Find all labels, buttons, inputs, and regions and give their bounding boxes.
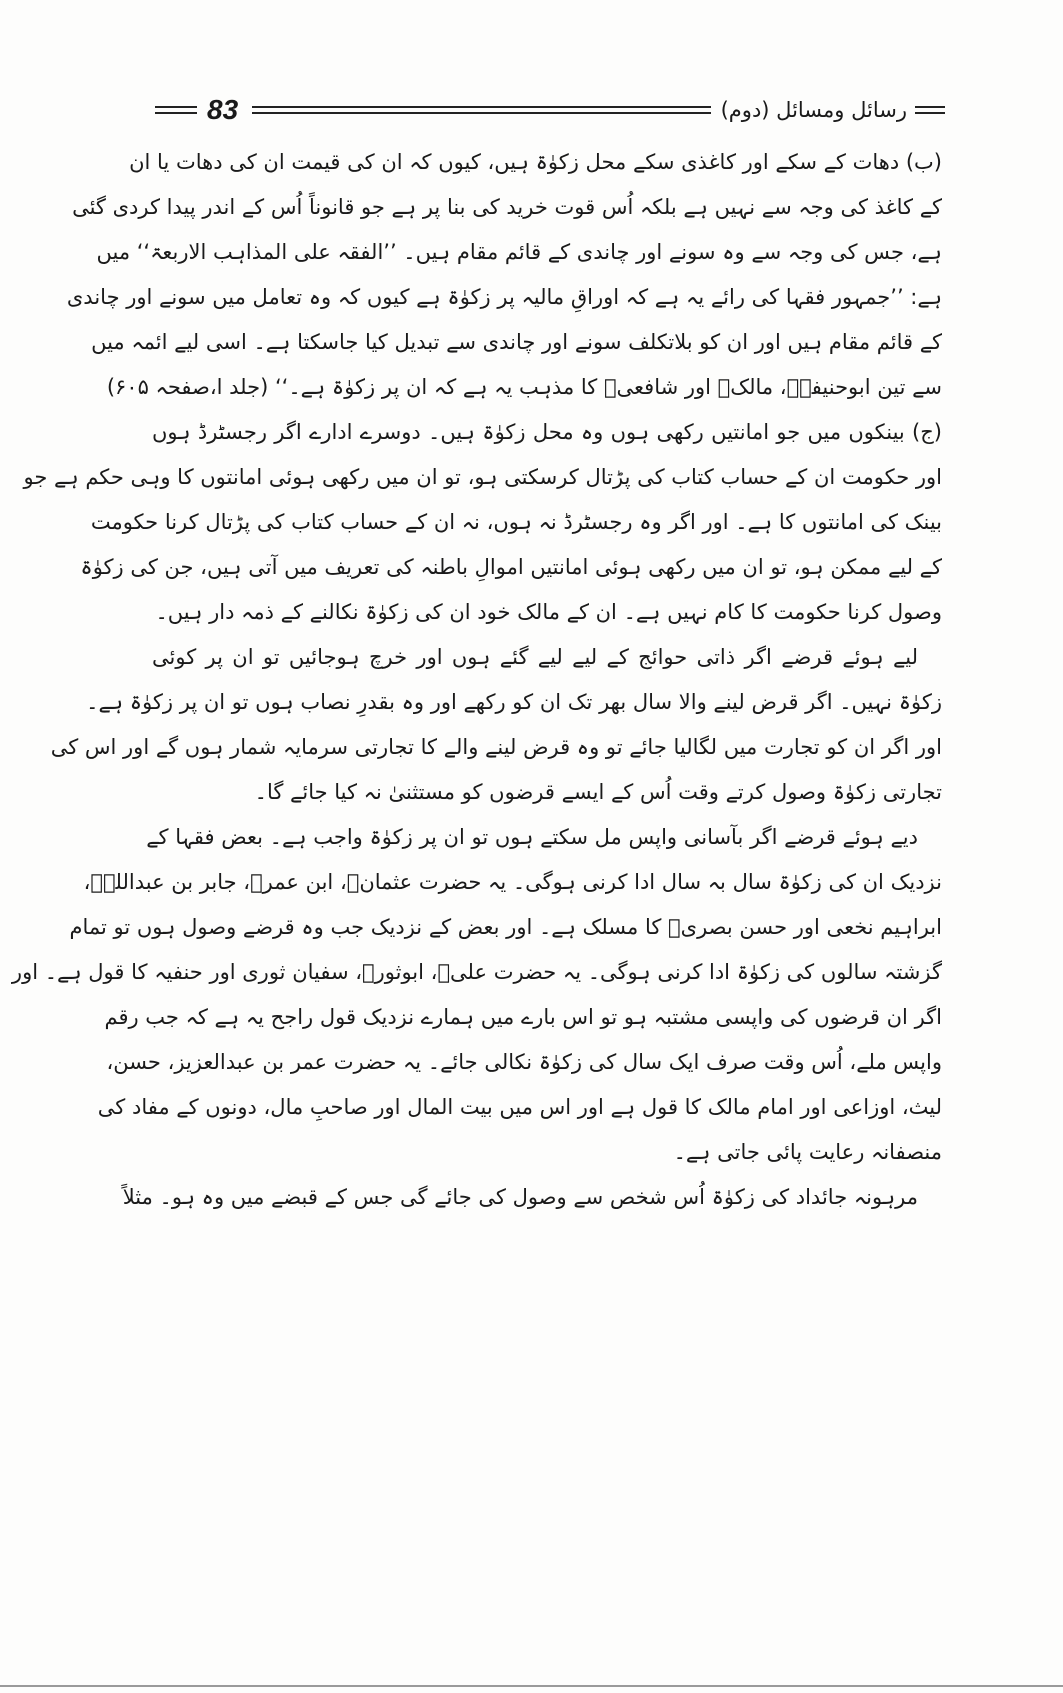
text-line: اور حکومت ان کے حساب کتاب کی پڑتال کرسکتی ہو، تو ان میں رکھی ہوئی امانتوں کا وہی حکم ہے جو (23, 465, 942, 489)
header-rule-left (155, 106, 197, 114)
book-title: رسائل ومسائل (دوم) (720, 98, 907, 122)
page-number: 83 (207, 94, 239, 125)
scan-edge-line (0, 1685, 1063, 1687)
text-line: زکوٰۃ نہیں۔ اگر قرض لینے والا سال بھر تک ان کو رکھے اور وہ بقدرِ نصاب ہوں تو ان پر زکوٰۃ ہے۔ (86, 690, 942, 714)
text-line: لیث، اوزاعی اور امام مالک کا قول ہے اور اس میں بیت المال اور صاحبِ مال، دونوں کے مفاد کی (97, 1095, 942, 1119)
header-rule-right (915, 106, 945, 114)
text-line: (ب) دھات کے سکے اور کاغذی سکے محل زکوٰۃ ہیں، کیوں کہ ان کی قیمت ان کی دھات یا ان (129, 150, 942, 174)
text-line: اور اگر ان کو تجارت میں لگالیا جائے تو وہ قرض لینے والے کا تجارتی سرمایہ شمار ہوں گے اور اس کی (50, 735, 942, 759)
text-line: ابراہیم نخعی اور حسن بصریؒ کا مسلک ہے۔ اور بعض کے نزدیک جب وہ قرضے وصول ہوں تو تمام (69, 915, 942, 939)
running-header (155, 92, 945, 128)
body-text (11, 140, 942, 1220)
text-line: گزشتہ سالوں کی زکوٰۃ ادا کرنی ہوگی۔ یہ حضرت علیؓ، ابوثورؒ، سفیان ثوری اور حنفیہ کا قول ہے۔ اور (11, 960, 942, 984)
text-line: کے کاغذ کی وجہ سے نہیں ہے بلکہ اُس قوت خرید کی بنا پر ہے جو قانوناً اُس کے اندر پیدا کردی گئی (72, 195, 942, 219)
text-line: دیے ہوئے قرضے اگر بآسانی واپس مل سکتے ہوں تو ان پر زکوٰۃ واجب ہے۔ بعض فقہا کے (146, 825, 918, 849)
text-line: لیے ہوئے قرضے اگر ذاتی حوائج کے لیے لیے گئے ہوں اور خرچ ہوجائیں تو ان پر کوئی (152, 645, 918, 669)
text-line: کے لیے ممکن ہو، تو ان میں رکھی ہوئی امانتیں اموالِ باطنہ کی تعریف میں آتی ہیں، جن کی زکوٰۃ (80, 555, 942, 579)
text-line: (ج) بینکوں میں جو امانتیں رکھی ہوں وہ محل زکوٰۃ ہیں۔ دوسرے ادارے اگر رجسٹرڈ ہوں (152, 420, 942, 444)
text-line: تجارتی زکوٰۃ وصول کرتے وقت اُس کے ایسے قرضوں کو مستثنیٰ نہ کیا جائے گا۔ (254, 780, 942, 804)
text-line: ہے، جس کی وجہ سے وہ سونے اور چاندی کے قائم مقام ہیں۔ ’’الفقہ علی المذاہب الاربعۃ‘‘ میں (96, 240, 942, 264)
text-line: سے تین ابوحنیفہؒ، مالکؒ اور شافعیؒ کا مذہب یہ ہے کہ ان پر زکوٰۃ ہے۔‘‘ (جلد ا،صفحہ ۶۰۵) (106, 375, 942, 399)
text-line: مرہونہ جائداد کی زکوٰۃ اُس شخص سے وصول کی جائے گی جس کے قبضے میں وہ ہو۔ مثلاً (122, 1185, 918, 1209)
text-line: کے قائم مقام ہیں اور ان کو بلاتکلف سونے اور چاندی سے تبدیل کیا جاسکتا ہے۔ اسی لیے ائمہ میں (91, 330, 942, 354)
text-line: اگر ان قرضوں کی واپسی مشتبہ ہو تو اس بارے میں ہمارے نزدیک قول راجح یہ ہے کہ جب رقم (104, 1005, 942, 1029)
text-line: واپس ملے، اُس وقت صرف ایک سال کی زکوٰۃ نکالی جائے۔ یہ حضرت عمر بن عبدالعزیز، حسن، (106, 1050, 942, 1074)
text-line: ہے: ’’جمہور فقہا کی رائے یہ ہے کہ اوراقِ مالیہ پر زکوٰۃ ہے کیوں کہ وہ تعامل میں سونے اور چاندی (66, 285, 942, 309)
text-line: نزدیک ان کی زکوٰۃ سال بہ سال ادا کرنی ہوگی۔ یہ حضرت عثمانؓ، ابن عمرؓ، جابر بن عبداللہؓ، (83, 870, 942, 894)
text-line: منصفانہ رعایت پائی جاتی ہے۔ (673, 1140, 942, 1164)
text-line: وصول کرنا حکومت کا کام نہیں ہے۔ ان کے مالک خود ان کی زکوٰۃ نکالنے کے ذمہ دار ہیں۔ (155, 600, 942, 624)
text-line: بینک کی امانتوں کا ہے۔ اور اگر وہ رجسٹرڈ نہ ہوں، نہ ان کے حساب کتاب کی پڑتال کرنا حکومت (90, 510, 942, 534)
header-rule-middle (252, 106, 710, 114)
